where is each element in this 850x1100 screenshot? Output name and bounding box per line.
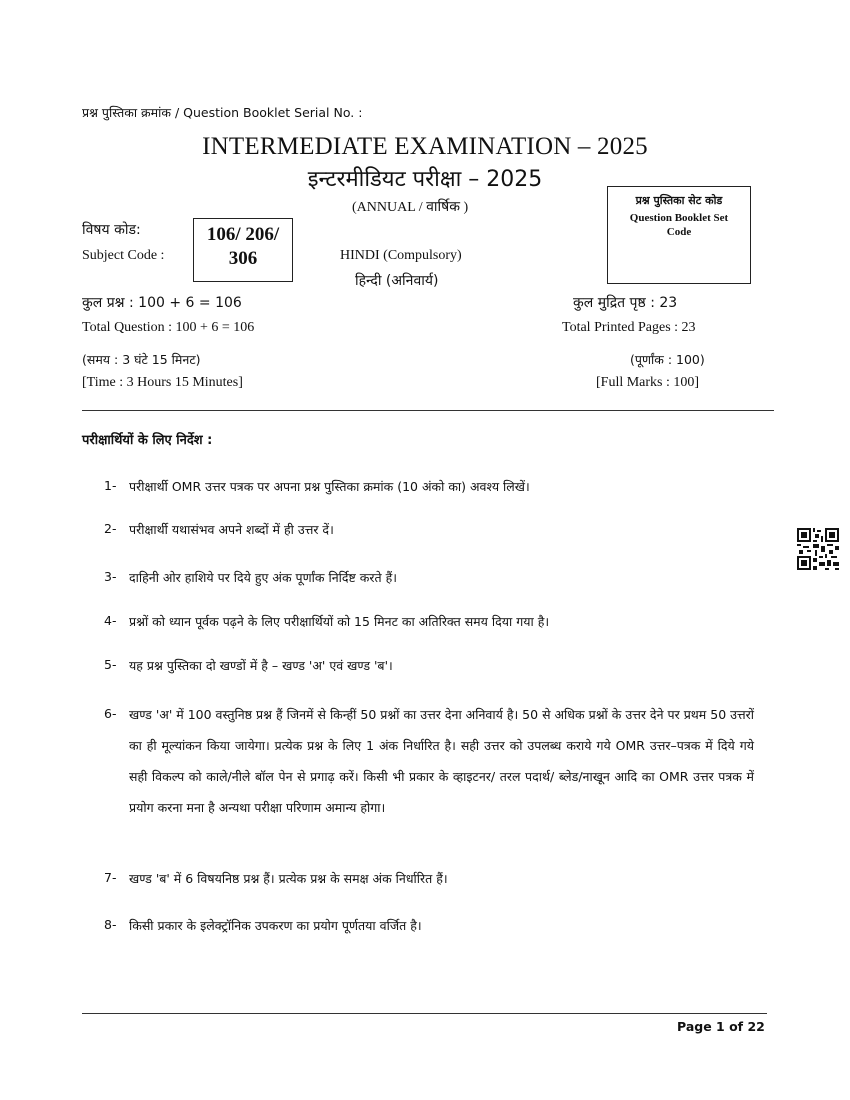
footer-divider (82, 1013, 767, 1014)
instruction-number: 4- (104, 613, 117, 628)
exam-type: (ANNUAL / वार्षिक ) (352, 200, 469, 215)
instruction-text: परीक्षार्थी OMR उत्तर पत्रक पर अपना प्रश्न पुस्तिका क्रमांक (10 अंको का) अवश्य लिखें। (129, 479, 530, 494)
booklet-set-code-label-english: Question Booklet Set Code (629, 212, 729, 238)
page-number: Page 1 of 22 (677, 1019, 765, 1034)
instruction-text: प्रश्नों को ध्यान पूर्वक पढ़ने के लिए परीक्षार्थियों को 15 मिनट का अतिरिक्त समय दिया गया है। (129, 614, 550, 629)
total-pages-english: Total Printed Pages : 23 (562, 320, 696, 335)
exam-title-english: INTERMEDIATE EXAMINATION – 2025 (202, 133, 648, 160)
subject-code-line-2: 306 (228, 248, 258, 269)
time-hindi: (समय : 3 घंटे 15 मिनट) (82, 352, 201, 367)
instruction-number: 8- (104, 917, 117, 932)
full-marks-hindi: (पूर्णांक : 100) (630, 352, 705, 367)
subject-name-english: HINDI (Compulsory) (340, 248, 462, 263)
instruction-text: खण्ड 'ब' में 6 विषयनिष्ठ प्रश्न हैं। प्रत्येक प्रश्न के समक्ष अंक निर्धारित हैं। (129, 871, 448, 886)
instruction-item (104, 917, 754, 934)
instruction-number: 7- (104, 870, 117, 885)
instruction-item (104, 657, 754, 674)
instruction-item (104, 569, 754, 586)
total-questions-english: Total Question : 100 + 6 = 106 (82, 320, 255, 335)
instruction-item (104, 521, 754, 538)
subject-code-line-1: 106/ 206/ (206, 224, 280, 245)
subject-code-box (193, 218, 293, 282)
instruction-number: 2- (104, 521, 117, 536)
instruction-number: 5- (104, 657, 117, 672)
instruction-number: 6- (104, 706, 117, 721)
header-divider (82, 410, 774, 411)
total-pages-hindi: कुल मुद्रित पृष्ठ : 23 (573, 295, 678, 311)
instruction-text: खण्ड 'अ' में 100 वस्तुनिष्ठ प्रश्न हैं जिनमें से किन्हीं 50 प्रश्नों का उत्तर देना अनिवार्य है। 50 से अधिक प्रश्नों के उत्तर देने पर प्रथम 50 उत्तरों का ही मूल्यांकन किया जायेगा। प्रत्येक प्रश्न के लिए 1 अंक निर्धारित है। सही उत्तर को उपलब्ध कराये गये OMR उत्तर–पत्रक में दिये गये सही विकल्प को काले/नीले बॉल पेन से प्रगाढ़ करें। किसी भी प्रकार के व्हाइटनर/ तरल पदार्थ/ ब्लेड/नाखून आदि का OMR उत्तर पत्रक में प्रयोग करना मना है अन्यथा परीक्षा परिणाम अमान्य होगा। (129, 707, 754, 815)
subject-code-label-english: Subject Code : (82, 248, 165, 263)
instruction-text: किसी प्रकार के इलेक्ट्रॉनिक उपकरण का प्रयोग पूर्णतया वर्जित है। (129, 918, 422, 933)
exam-title-hindi: इन्टरमीडियट परीक्षा – 2025 (307, 167, 543, 192)
booklet-serial-label: प्रश्न पुस्तिका क्रमांक / Question Booklet Serial No. : (82, 105, 363, 120)
instruction-text: दाहिनी ओर हाशिये पर दिये हुए अंक पूर्णांक निर्दिष्ट करते हैं। (129, 570, 397, 585)
booklet-set-code-label-hindi: प्रश्न पुस्तिका सेट कोड (635, 194, 723, 207)
instruction-item (104, 613, 754, 630)
subject-name-hindi: हिन्दी (अनिवार्य) (355, 273, 439, 289)
instructions-heading: परीक्षार्थियों के लिए निर्देश : (82, 433, 213, 448)
instruction-text: यह प्रश्न पुस्तिका दो खण्डों में है – खण्ड 'अ' एवं खण्ड 'ब'। (129, 658, 393, 673)
total-questions-hindi: कुल प्रश्न : 100 + 6 = 106 (82, 295, 242, 311)
instruction-item (104, 706, 754, 823)
qr-code-icon (797, 528, 839, 570)
instruction-item (104, 870, 754, 887)
instruction-text: परीक्षार्थी यथासंभव अपने शब्दों में ही उत्तर दें। (129, 522, 334, 537)
full-marks-english: [Full Marks : 100] (596, 375, 700, 390)
instruction-item (104, 478, 754, 495)
subject-code-label-hindi: विषय कोड: (82, 222, 141, 238)
instruction-number: 3- (104, 569, 117, 584)
booklet-set-code-box (607, 186, 751, 284)
time-english: [Time : 3 Hours 15 Minutes] (82, 375, 243, 390)
instruction-number: 1- (104, 478, 117, 493)
